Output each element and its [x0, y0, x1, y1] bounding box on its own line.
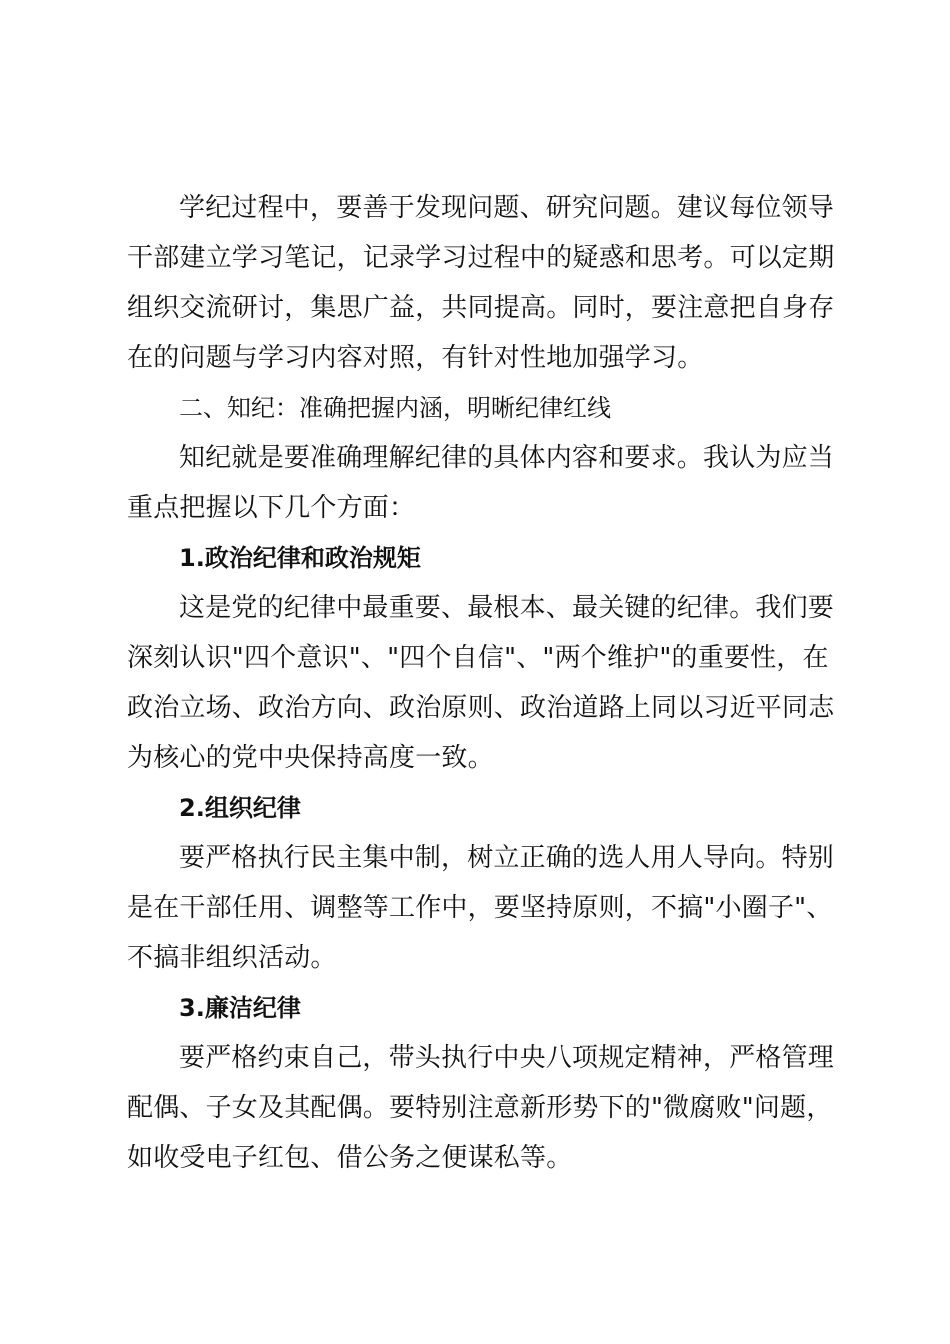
text-line: 在的问题与学习内容对照，有针对性地加强学习。 [127, 343, 704, 373]
subheading-organizational-discipline: 2.组织纪律 [179, 794, 301, 822]
text-line: 要严格执行民主集中制，树立正确的选人用人导向。特别 [179, 843, 835, 873]
text-line: 这是党的纪律中最重要、最根本、最关键的纪律。我们要 [179, 593, 835, 623]
text-line: 深刻认识"四个意识"、"四个自信"、"两个维护"的重要性，在 [127, 643, 829, 673]
section-heading-zhiji: 二、知纪：准确把握内涵，明晰纪律红线 [179, 394, 611, 422]
paragraph-study-process [127, 183, 833, 383]
text-line: 为核心的党中央保持高度一致。 [127, 743, 494, 773]
text-line: 是在干部任用、调整等工作中，要坚持原则，不搞"小圈子"、 [127, 893, 833, 923]
text-line: 组织交流研讨，集思广益，共同提高。同时，要注意把自身存 [127, 293, 835, 323]
text-line: 不搞非组织活动。 [127, 943, 337, 973]
paragraph-organizational-discipline [127, 833, 833, 983]
paragraph-integrity-discipline [127, 1033, 833, 1183]
subheading-political-discipline: 1.政治纪律和政治规矩 [179, 544, 421, 572]
paragraph-zhiji-intro [127, 433, 833, 533]
text-line: 干部建立学习笔记，记录学习过程中的疑惑和思考。可以定期 [127, 243, 835, 273]
text-line: 知纪就是要准确理解纪律的具体内容和要求。我认为应当 [179, 443, 835, 473]
text-line: 学纪过程中，要善于发现问题、研究问题。建议每位领导 [179, 193, 835, 223]
text-line: 如收受电子红包、借公务之便谋私等。 [127, 1143, 573, 1173]
text-line: 要严格约束自己，带头执行中央八项规定精神，严格管理 [179, 1043, 835, 1073]
document-body [127, 183, 833, 1183]
text-line: 政治立场、政治方向、政治原则、政治道路上同以习近平同志 [127, 693, 835, 723]
paragraph-political-discipline [127, 583, 833, 783]
text-line: 重点把握以下几个方面： [127, 493, 416, 523]
text-line: 配偶、子女及其配偶。要特别注意新形势下的"微腐败"问题， [127, 1093, 833, 1123]
subheading-integrity-discipline: 3.廉洁纪律 [179, 994, 301, 1022]
